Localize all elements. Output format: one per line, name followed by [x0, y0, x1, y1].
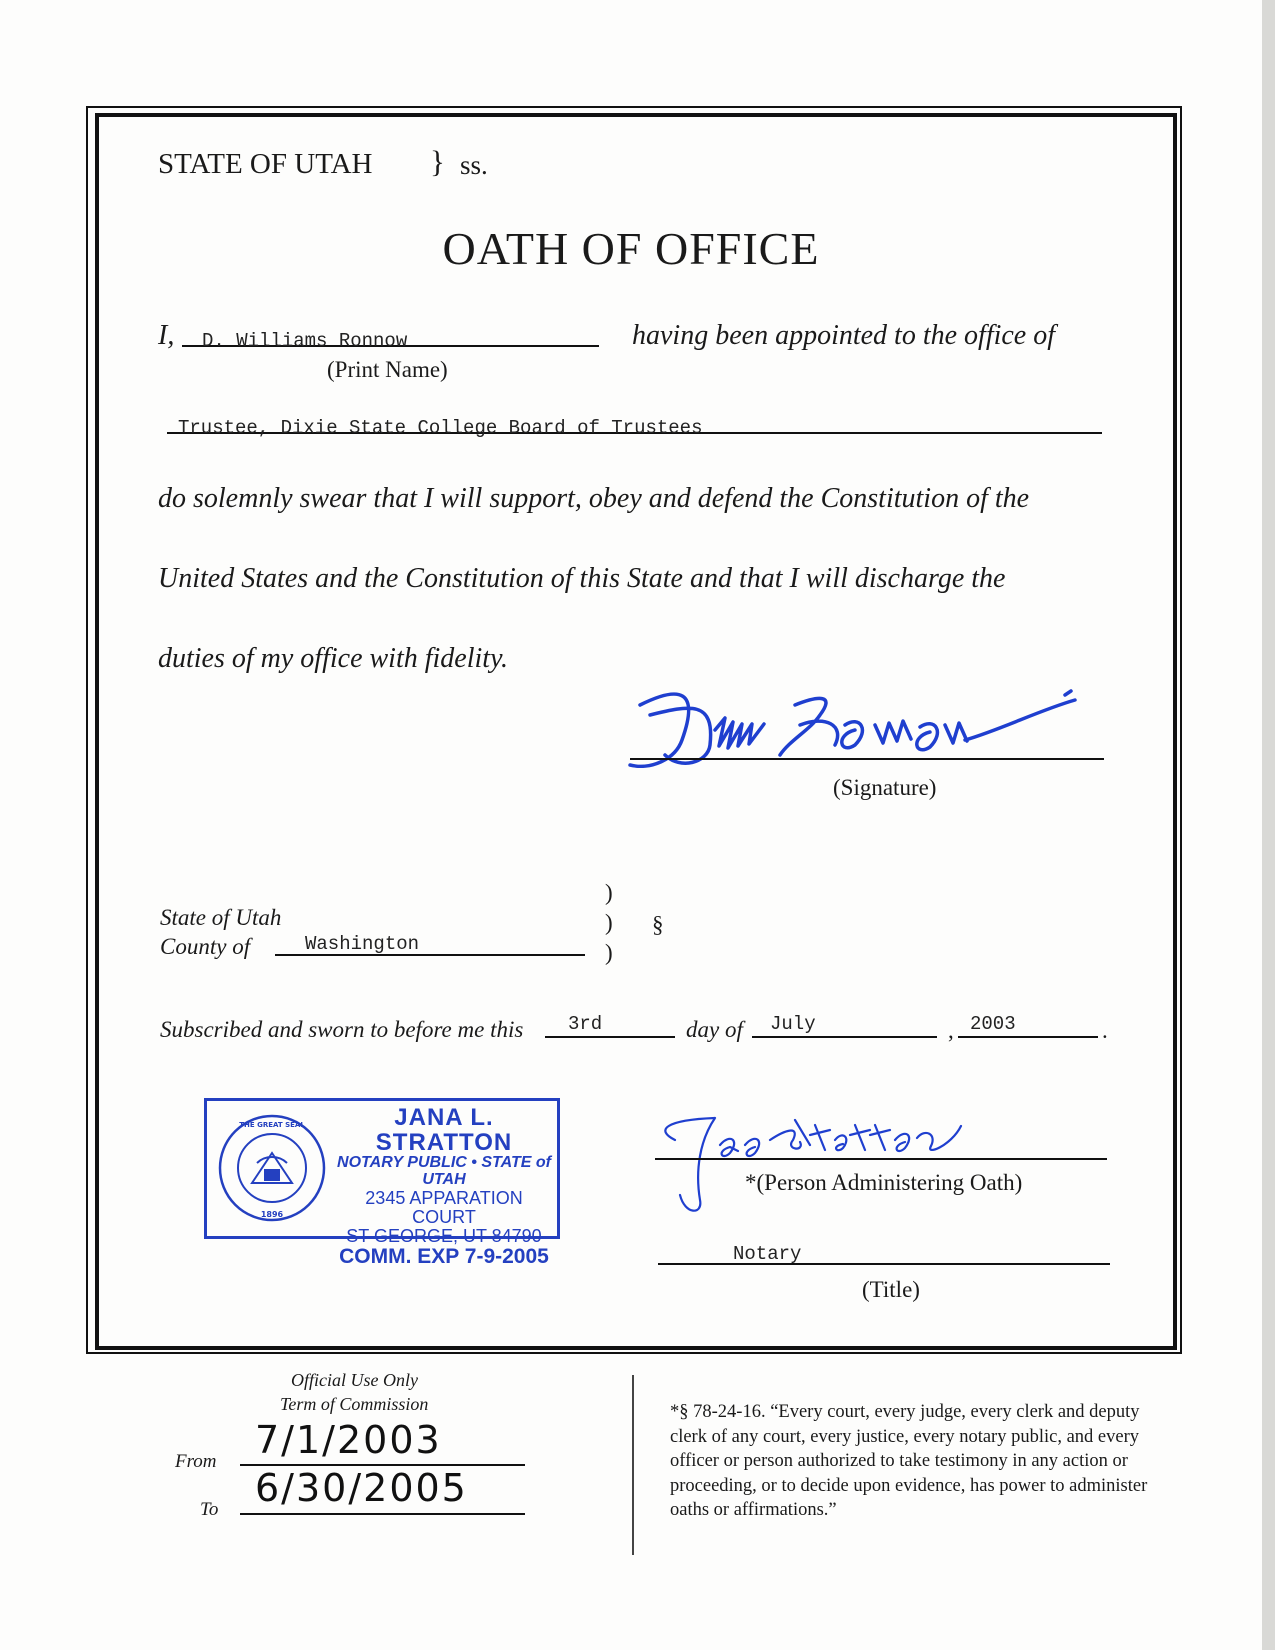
stamp-address-1: 2345 APPARATION COURT — [365, 1187, 523, 1227]
day-line — [545, 1036, 675, 1038]
venue-paren-1: ) — [605, 880, 613, 905]
to-label: To — [200, 1499, 219, 1520]
county-value: Washington — [305, 933, 420, 955]
statute-text: *§ 78-24-16. “Every court, every judge, every clerk and deputy clerk of any court, every justice, every notary public, and every officer or person authorized to take testimony in any action or proceeding, or to decide upon evidence, has power to administer oaths or affirmations.” — [670, 1402, 1148, 1520]
document-title: OATH OF OFFICE — [442, 223, 820, 274]
venue-county-label: County of — [160, 934, 251, 959]
year-value: 2003 — [970, 1013, 1016, 1035]
official-use-heading: Official Use Only — [291, 1370, 418, 1390]
to-value: 6/30/2005 — [255, 1466, 468, 1510]
title-caption: (Title) — [862, 1277, 920, 1302]
oath-signature — [620, 685, 1090, 785]
state-seal-icon — [217, 1113, 327, 1223]
svg-text:THE GREAT SEAL: THE GREAT SEAL — [239, 1121, 305, 1129]
state-heading: STATE OF UTAH — [158, 148, 373, 180]
month-line — [752, 1036, 937, 1038]
statute-note — [670, 1400, 1170, 1523]
subscribed-text: Subscribed and sworn to before me this — [160, 1017, 524, 1042]
day-of-label: day of — [686, 1017, 743, 1042]
notary-stamp — [204, 1098, 560, 1268]
term-heading: Term of Commission — [280, 1394, 429, 1414]
oath-line-2: United States and the Constitution of this State and that I will discharge the — [158, 563, 1006, 594]
signature-line — [630, 758, 1104, 760]
administrator-line — [655, 1158, 1107, 1160]
from-value: 7/1/2003 — [255, 1418, 442, 1462]
page-edge — [1262, 0, 1275, 1650]
venue-state: State of Utah — [160, 905, 282, 930]
stamp-address-2: ST GEORGE, UT 84790 — [346, 1225, 542, 1246]
signature-caption: (Signature) — [833, 775, 937, 800]
ss-label: ss. — [460, 150, 488, 180]
svg-text:1896: 1896 — [260, 1210, 284, 1219]
title-line — [658, 1263, 1110, 1265]
print-name-value: D. Williams Ronnow — [202, 330, 408, 352]
stamp-expiration: COMM. EXP 7-9-2005 — [339, 1244, 549, 1268]
section-symbol: § — [652, 912, 664, 937]
from-label: From — [175, 1451, 217, 1472]
day-value: 3rd — [568, 1013, 603, 1035]
to-line — [240, 1513, 525, 1515]
oath-line-3: duties of my office with fidelity. — [158, 643, 508, 674]
notary-signature — [655, 1110, 1015, 1220]
footer-divider — [632, 1375, 634, 1555]
administrator-caption: *(Person Administering Oath) — [745, 1170, 1023, 1195]
print-name-caption: (Print Name) — [327, 357, 448, 382]
date-comma: , — [948, 1018, 954, 1043]
stamp-name: JANA L. STRATTON — [375, 1104, 513, 1157]
venue-paren-2: ) — [605, 910, 613, 935]
appointed-text: having been appointed to the office of — [632, 320, 1056, 351]
office-value: Trustee, Dixie State College Board of Trustees — [178, 417, 703, 439]
date-period: . — [1102, 1018, 1108, 1043]
title-value: Notary — [733, 1243, 802, 1265]
brace-symbol: } — [430, 144, 445, 179]
year-line — [958, 1036, 1098, 1038]
oath-line-1: do solemnly swear that I will support, obey and defend the Constitution of the — [158, 483, 1030, 514]
i-prefix: I, — [158, 320, 175, 351]
venue-paren-3: ) — [605, 940, 613, 965]
stamp-notary-line: NOTARY PUBLIC • STATE of UTAH — [337, 1154, 551, 1189]
month-value: July — [770, 1013, 816, 1035]
